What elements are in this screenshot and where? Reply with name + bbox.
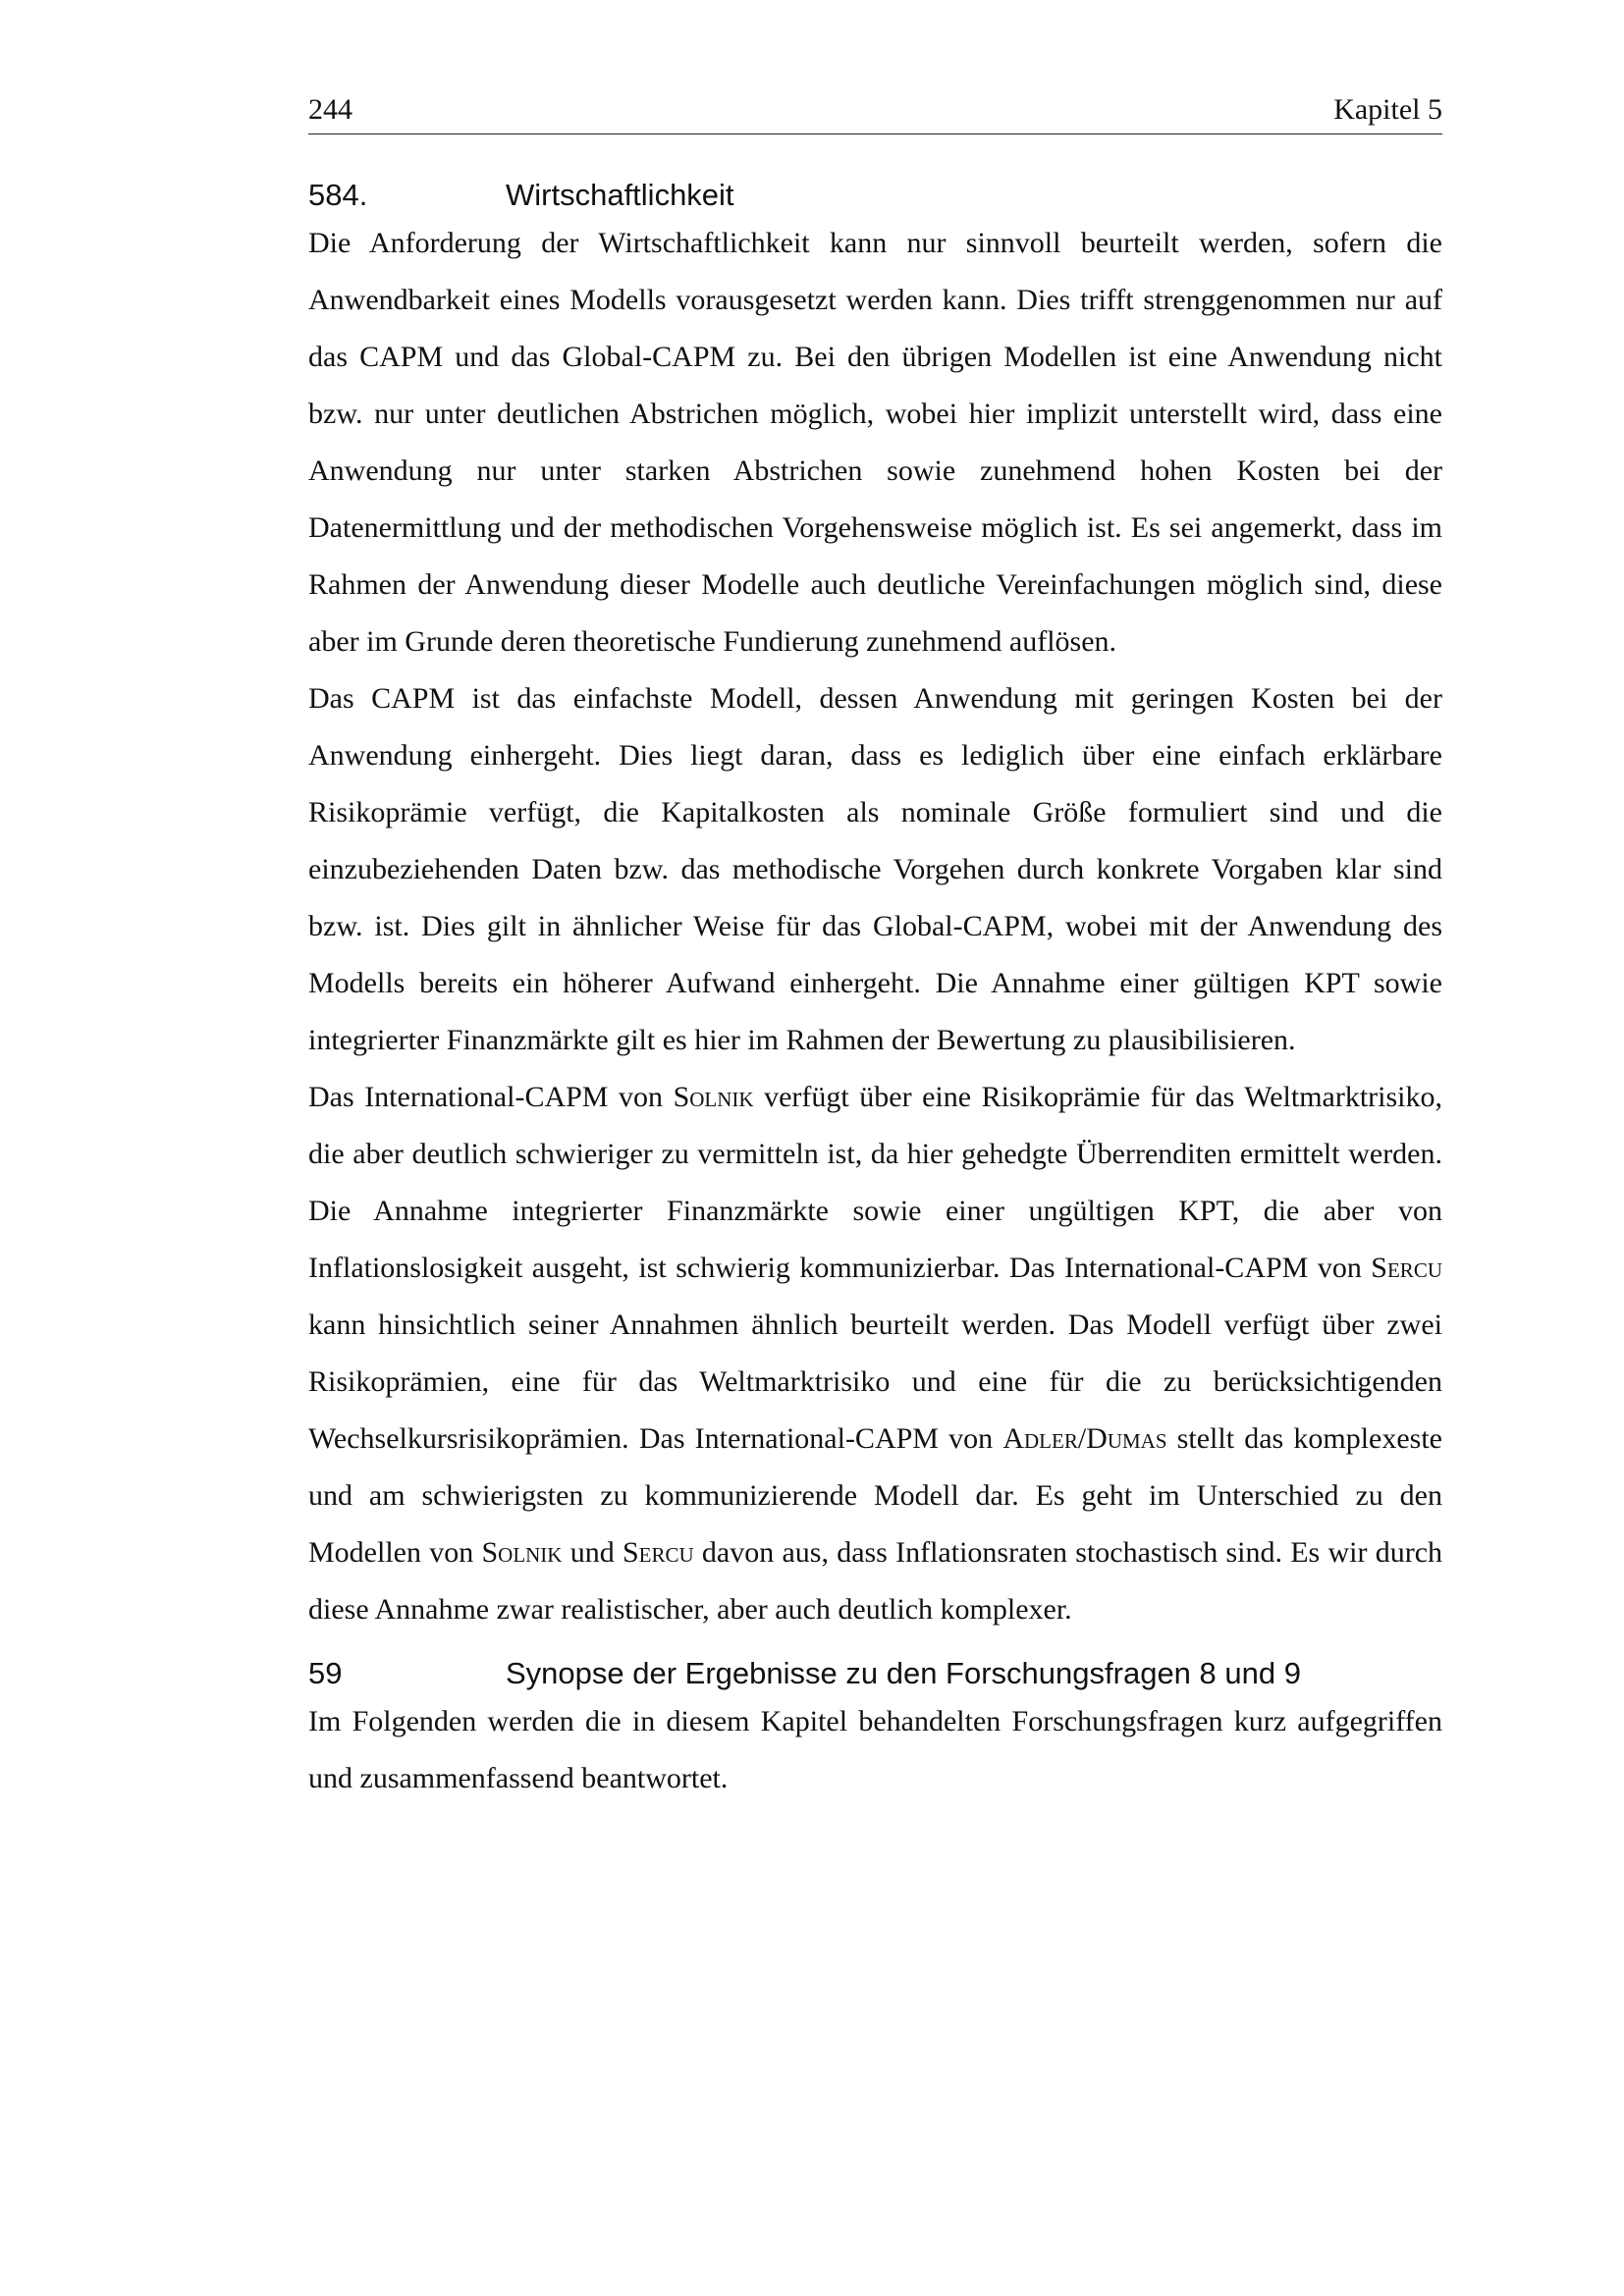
paragraph-economic-efficiency: Die Anforderung der Wirtschaftlichkeit kann nur sinnvoll beurteilt werden, sofern die Anwendbarkeit eines Modells vorausgesetzt werden kann. Dies trifft strenggenommen nur auf das CAPM und das Global-CAPM zu. Bei den übrigen Modellen ist eine Anwendung nicht bzw. nur unter deutlichen Abstrichen möglich, wobei hier implizit unterstellt wird, dass eine Anwendung nur unter starken Abstrichen sowie zunehmend hohen Kosten bei der Datenermittlung und der methodischen Vorgehensweise möglich ist. Es sei angemerkt, dass im Rahmen der Anwendung dieser Modelle auch deutliche Vereinfachungen möglich sind, diese aber im Grunde deren theoretische Fundierung zunehmend auflösen. (308, 227, 1442, 658)
section-heading-59 (308, 1654, 1442, 1693)
text-run: verfügt über eine Risikoprämie für das Weltmarktrisiko, die aber deutlich schwieriger zu vermitteln ist, da hier gehedgte Überrenditen ermittelt werden. Die Annahme integrierter Finanzmärkte sowie einer ungültigen KPT, die aber von Inflationslosigkeit ausgeht, ist schwierig kommunizierbar. Das International-CAPM von (308, 1081, 1443, 1284)
document-page (308, 90, 1442, 1807)
text-run: und (562, 1536, 623, 1569)
running-header (308, 90, 1442, 134)
section-title: Synopse der Ergebnisse zu den Forschungsfragen 8 und 9 (506, 1656, 1301, 1690)
section-title: Wirtschaftlichkeit (506, 178, 734, 212)
author-name: Adler/Dumas (1002, 1422, 1167, 1455)
text-run: davon aus, dass Inflationsraten stochastisch sind. Es wir durch diese Annahme zwar realistischer, aber auch deutlich komplexer. (308, 1536, 1443, 1626)
text-run: stellt das komplexeste und am schwierigsten zu kommunizierende Modell dar. Es geht im Unterschied zu den Modellen von (308, 1422, 1442, 1569)
section-number: 584. (308, 178, 368, 212)
section-number: 59 (308, 1656, 343, 1690)
section-heading-584 (308, 176, 1442, 215)
paragraph-capm: Das CAPM ist das einfachste Modell, dessen Anwendung mit geringen Kosten bei der Anwendung einhergeht. Dies liegt daran, dass es lediglich über eine einfach erklärbare Risikoprämie verfügt, die Kapitalkosten als nominale Größe formuliert sind und die einzubeziehenden Daten bzw. das methodische Vorgehen durch konkrete Vorgaben klar sind bzw. ist. Dies gilt in ähnlicher Weise für das Global-CAPM, wobei mit der Anwendung des Modells bereits ein höherer Aufwand einhergeht. Die Annahme einer gültigen KPT sowie integrierter Finanzmärkte gilt es hier im Rahmen der Bewertung zu plausibilisieren. (308, 682, 1442, 1056)
paragraph-synopsis-intro: Im Folgenden werden die in diesem Kapitel behandelten Forschungsfragen kurz aufgegriffen und zusammenfassend beantwortet. (308, 1705, 1442, 1794)
paragraph-international-capm (308, 1069, 1442, 1638)
chapter-label: Kapitel 5 (1333, 93, 1442, 126)
text-run: kann hinsichtlich seiner Annahmen ähnlich beurteilt werden. Das Modell verfügt über zwei Risikoprämien, eine für das Weltmarktrisiko und eine für die zu berücksichtigenden Wechselkursrisikoprämien. Das International-CAPM von (308, 1308, 1442, 1455)
author-name: Solnik (481, 1536, 563, 1569)
author-name: Sercu (622, 1536, 694, 1569)
author-name: Sercu (1371, 1252, 1442, 1284)
author-name: Solnik (673, 1081, 754, 1113)
page-number: 244 (308, 93, 352, 126)
text-run: Das International-CAPM von (308, 1081, 674, 1113)
